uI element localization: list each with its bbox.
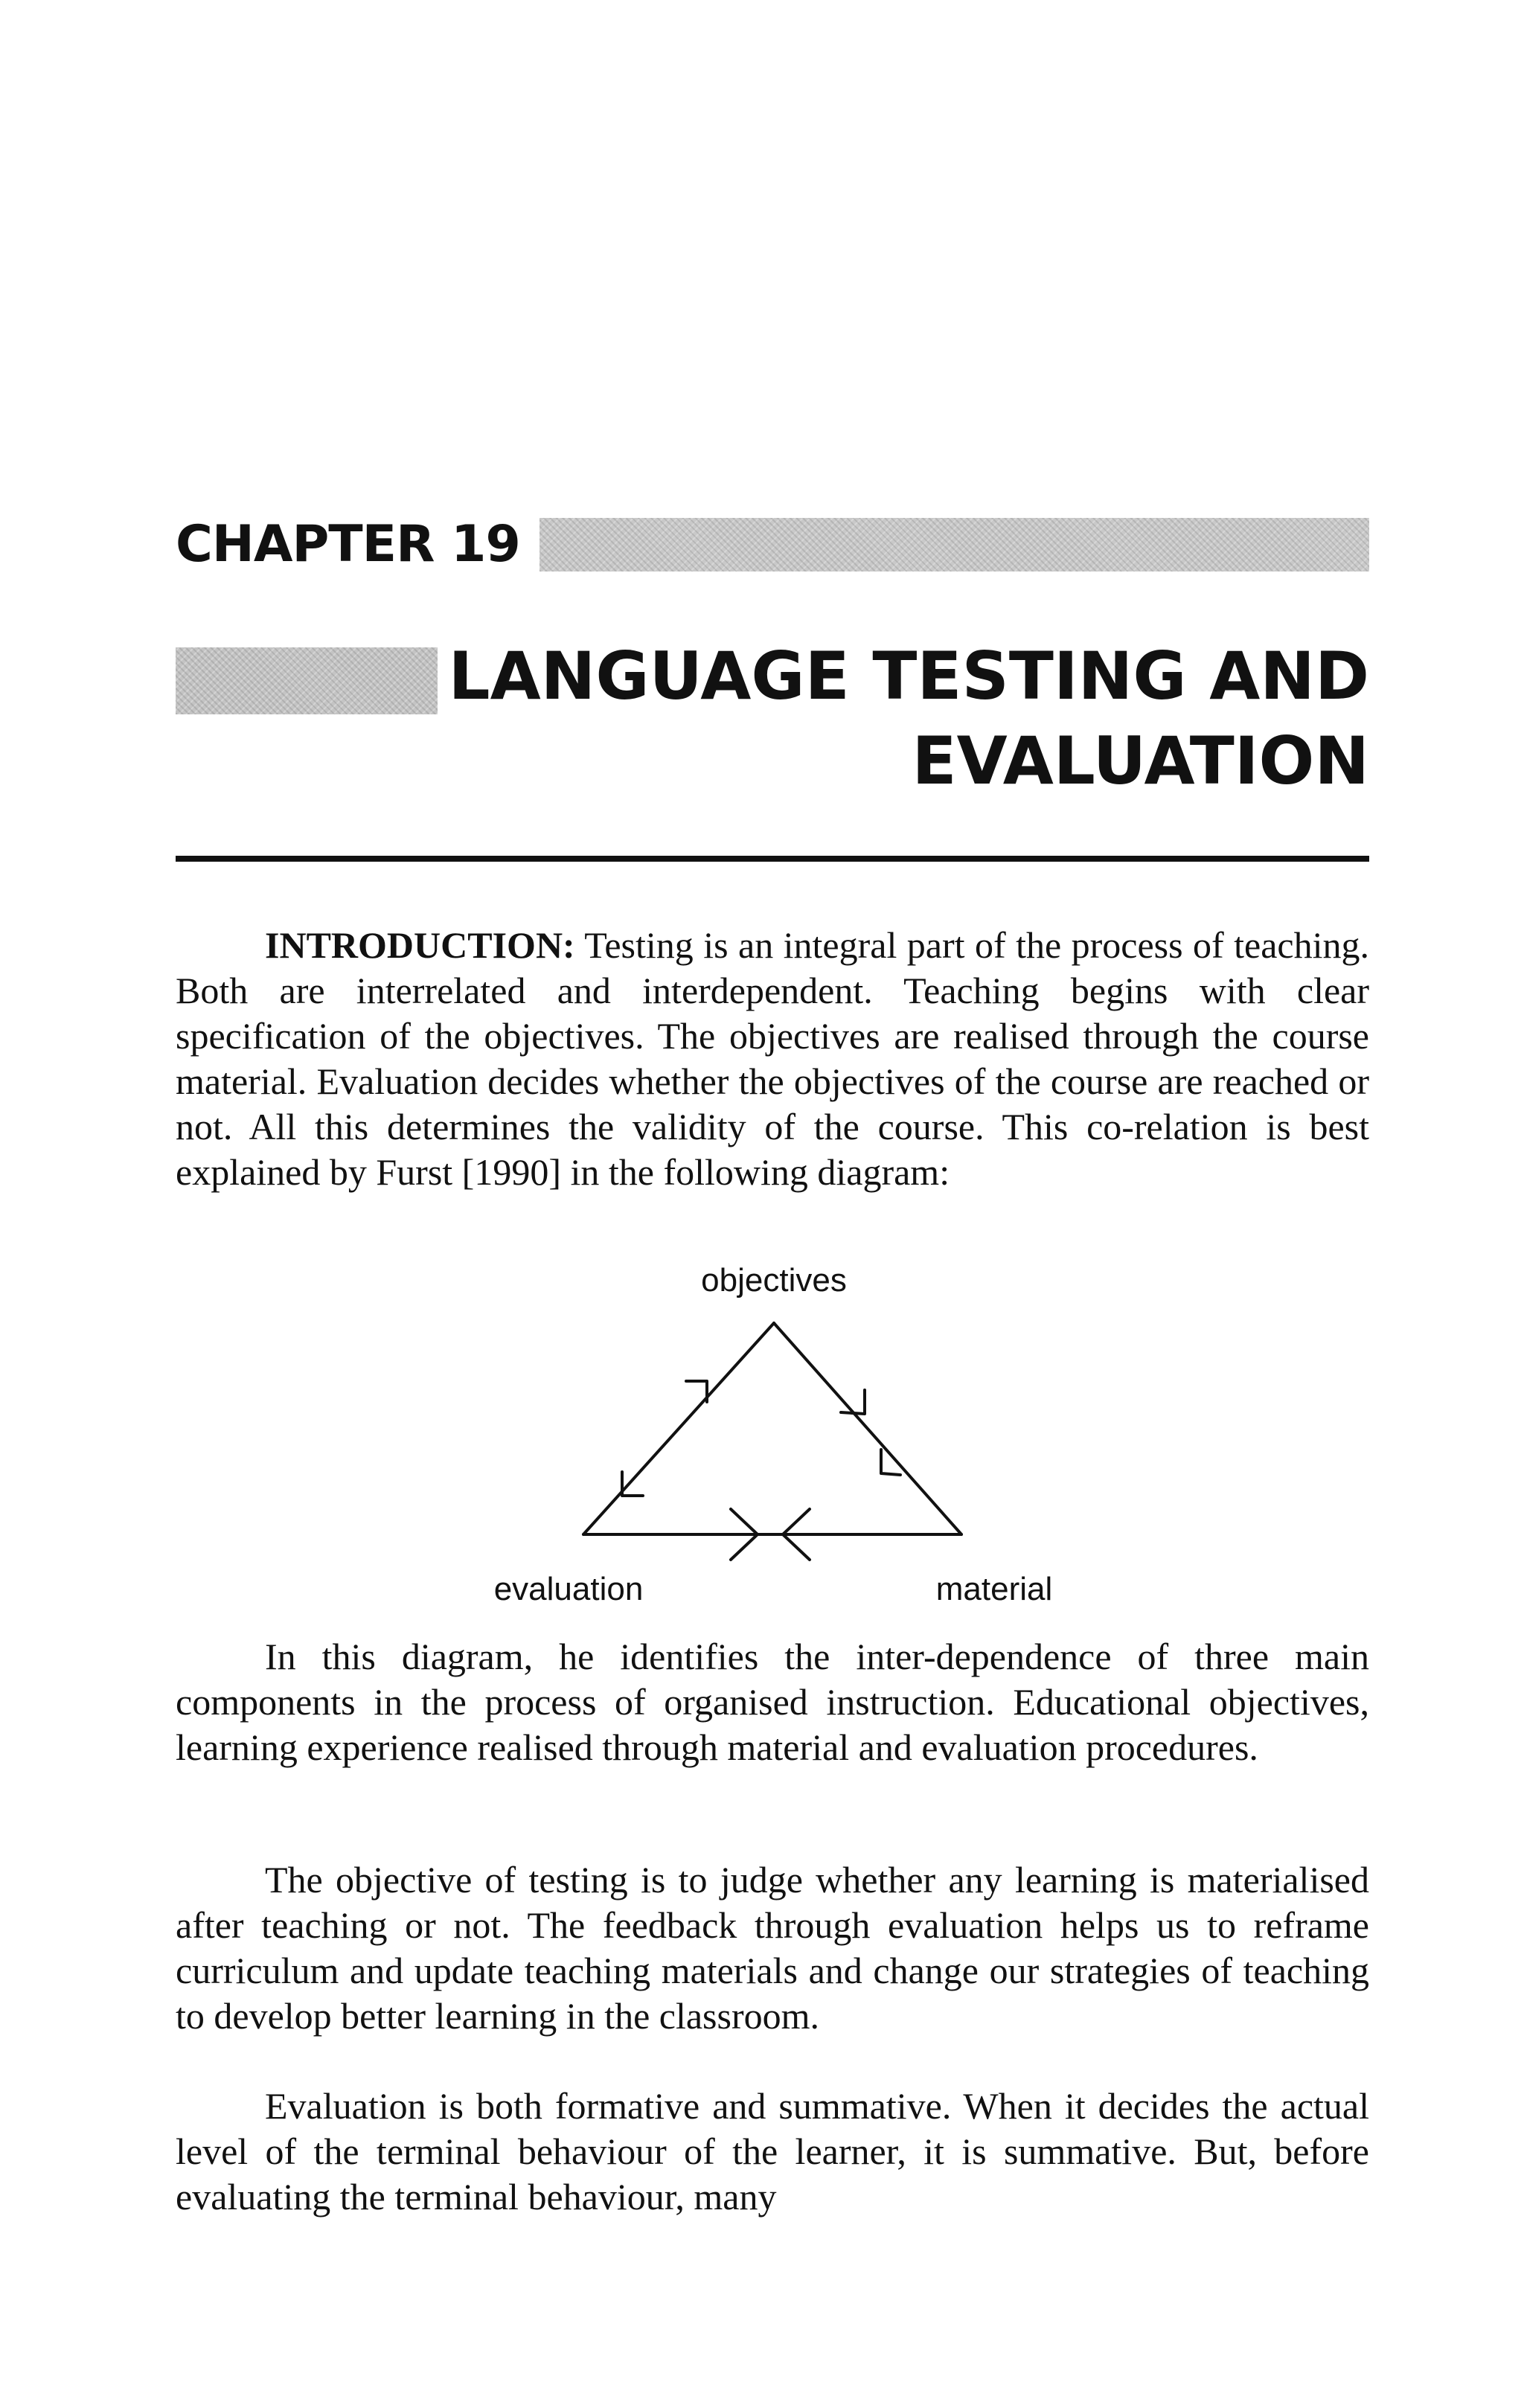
triangle-side-evaluation-objectives (583, 1323, 774, 1534)
diagram-label-objectives: objectives (701, 1262, 847, 1299)
title-divider (176, 856, 1369, 862)
introduction-paragraph (176, 923, 1369, 1195)
chapter-title-line-2: EVALUATION (912, 723, 1369, 799)
title-decorative-band (176, 647, 438, 714)
arrowhead-left-side-lower (622, 1472, 643, 1496)
triangle-side-objectives-material (774, 1323, 961, 1534)
diagram-label-material: material (935, 1571, 1053, 1607)
body-paragraph-1: In this diagram, he identifies the inter-dependence of three main components in the process of organised instruction. Educational objectives, learning experience realised through material and evaluation procedures. (176, 1636, 1369, 1768)
chapter-heading (176, 510, 1369, 579)
body-paragraph-3: Evaluation is both formative and summative. When it decides the actual level of the terminal behaviour of the learner, it is summative. But, before evaluating the terminal behaviour, many (176, 2085, 1369, 2218)
introduction-label: INTRODUCTION: (265, 924, 575, 966)
chapter-label: CHAPTER 19 (176, 515, 520, 574)
diagram-label-evaluation: evaluation (493, 1571, 644, 1607)
chapter-title-line-1: LANGUAGE TESTING AND (448, 638, 1369, 714)
introduction-text: Testing is an integral part of the process of teaching. Both are interrelated and interdependent. Teaching begins with clear specification of the objectives. The objectives are realised through the course material. Evaluation decides whether the objectives of the course are reached or not. All this determines the validity of the course. This co-relation is best explained by Furst [1990] in the following diagram: (176, 924, 1369, 1193)
chapter-decorative-band (540, 518, 1369, 571)
objectives-material-evaluation-diagram (446, 1250, 1101, 1630)
chapter-title-text (432, 634, 1369, 804)
body-paragraph-2: The objective of testing is to judge whether any learning is materialised after teaching or not. The feedback through evaluation helps us to reframe curriculum and update teaching materials and change our strategies of teaching to develop better learning in the classroom. (176, 1859, 1369, 2037)
